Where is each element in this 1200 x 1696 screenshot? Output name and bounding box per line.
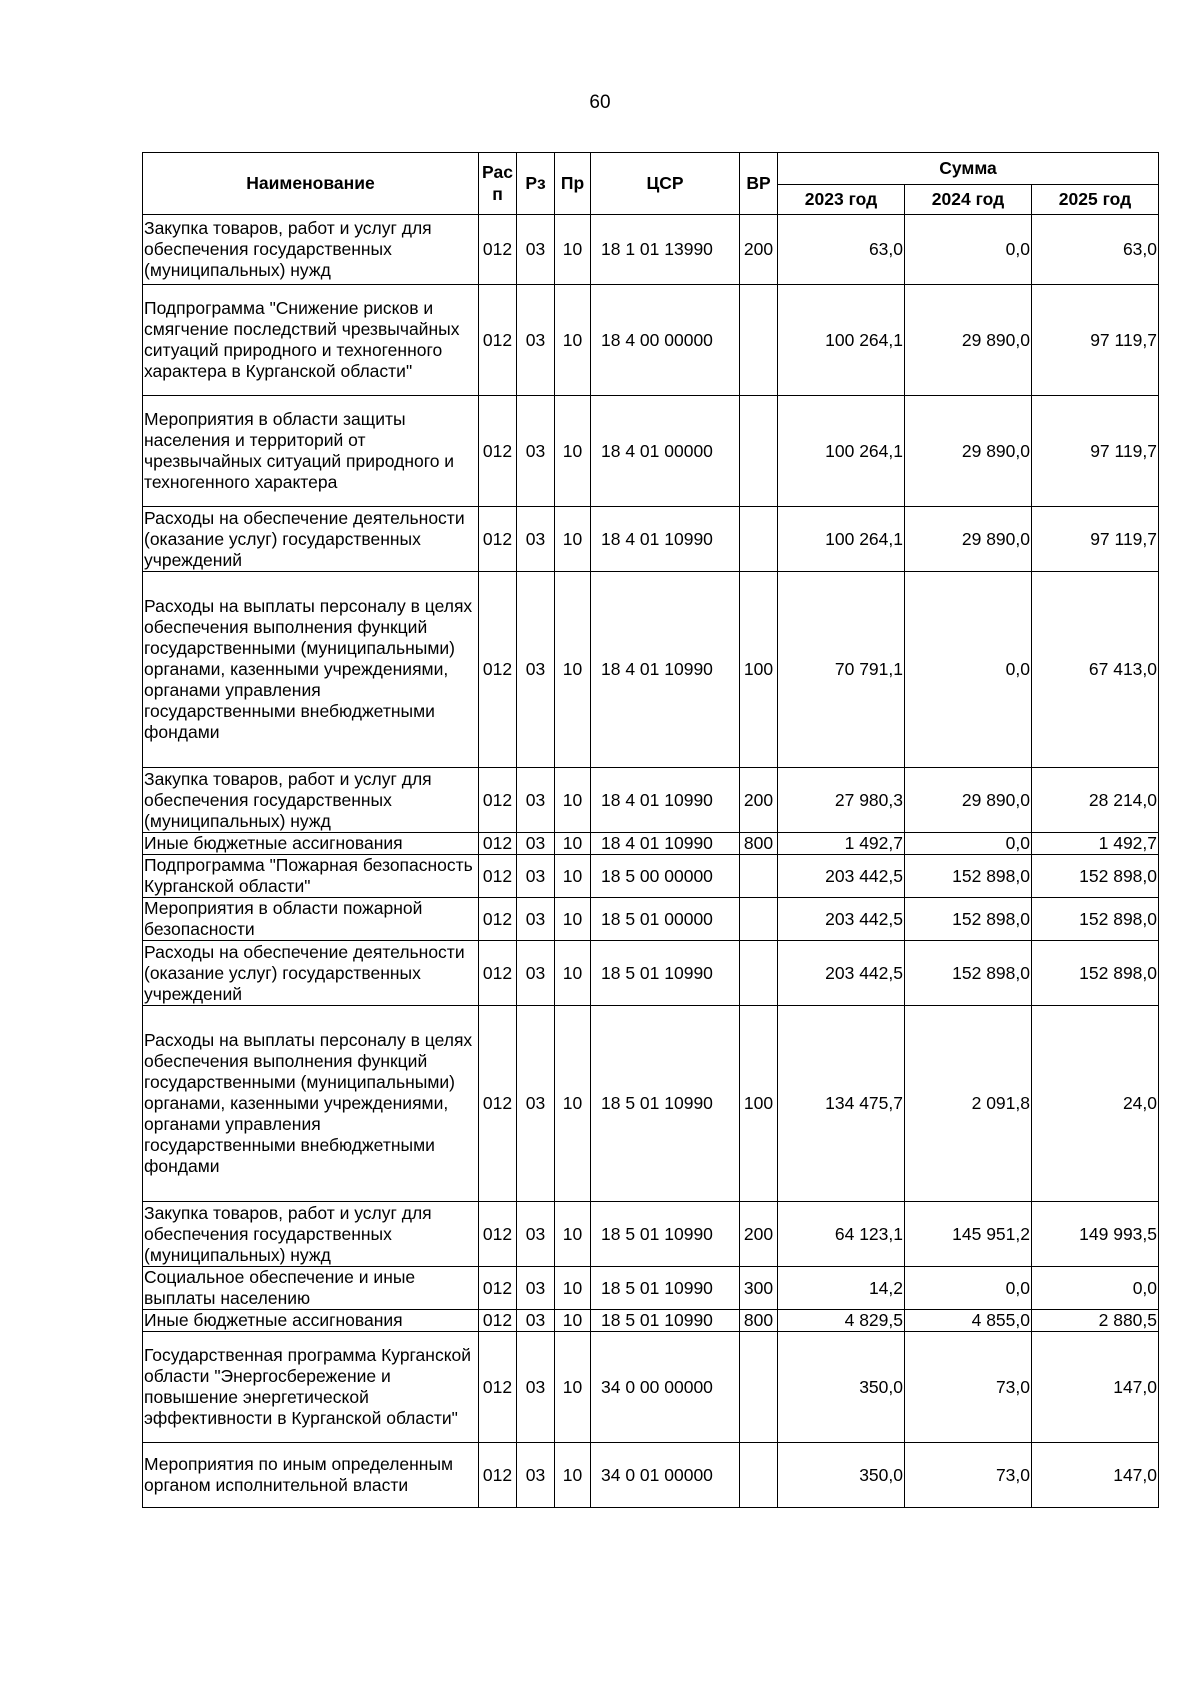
cell-2025: 2 880,5 xyxy=(1032,1310,1159,1332)
cell-2025: 152 898,0 xyxy=(1032,898,1159,941)
cell-rz: 03 xyxy=(517,507,555,572)
cell-2024: 29 890,0 xyxy=(905,396,1032,507)
cell-vr: 200 xyxy=(740,1202,778,1267)
cell-csr: 18 4 00 00000 xyxy=(591,285,740,396)
cell-2025: 63,0 xyxy=(1032,215,1159,285)
cell-name: Иные бюджетные ассигнования xyxy=(143,1310,479,1332)
cell-2024: 145 951,2 xyxy=(905,1202,1032,1267)
cell-2023: 70 791,1 xyxy=(778,572,905,768)
cell-rasp: 012 xyxy=(479,1310,517,1332)
cell-rasp: 012 xyxy=(479,572,517,768)
cell-pr: 10 xyxy=(555,507,591,572)
cell-rz: 03 xyxy=(517,833,555,855)
cell-rz: 03 xyxy=(517,215,555,285)
table-row xyxy=(143,833,1159,855)
cell-2023: 63,0 xyxy=(778,215,905,285)
cell-rasp: 012 xyxy=(479,1006,517,1202)
cell-rasp: 012 xyxy=(479,1267,517,1310)
cell-vr xyxy=(740,396,778,507)
table-row xyxy=(143,507,1159,572)
cell-2024: 0,0 xyxy=(905,833,1032,855)
cell-2023: 100 264,1 xyxy=(778,507,905,572)
cell-rz: 03 xyxy=(517,1310,555,1332)
cell-2025: 149 993,5 xyxy=(1032,1202,1159,1267)
table-row xyxy=(143,215,1159,285)
cell-2024: 152 898,0 xyxy=(905,898,1032,941)
cell-rz: 03 xyxy=(517,941,555,1006)
cell-2024: 0,0 xyxy=(905,215,1032,285)
cell-rasp: 012 xyxy=(479,285,517,396)
cell-2024: 2 091,8 xyxy=(905,1006,1032,1202)
cell-2023: 203 442,5 xyxy=(778,941,905,1006)
cell-csr: 18 5 01 10990 xyxy=(591,1202,740,1267)
cell-pr: 10 xyxy=(555,941,591,1006)
cell-2025: 147,0 xyxy=(1032,1332,1159,1443)
cell-vr xyxy=(740,507,778,572)
cell-name: Закупка товаров, работ и услуг для обеспечения государственных (муниципальных) нужд xyxy=(143,1202,479,1267)
cell-name: Подпрограмма "Снижение рисков и смягчение последствий чрезвычайных ситуаций природного и техногенного характера в Курганской области" xyxy=(143,285,479,396)
table-row xyxy=(143,1443,1159,1508)
cell-csr: 18 4 01 10990 xyxy=(591,507,740,572)
cell-2025: 1 492,7 xyxy=(1032,833,1159,855)
cell-rasp: 012 xyxy=(479,768,517,833)
cell-2025: 67 413,0 xyxy=(1032,572,1159,768)
cell-2025: 152 898,0 xyxy=(1032,855,1159,898)
cell-pr: 10 xyxy=(555,1267,591,1310)
cell-name: Мероприятия в области защиты населения и территорий от чрезвычайных ситуаций природного и техногенного характера xyxy=(143,396,479,507)
cell-vr xyxy=(740,941,778,1006)
cell-pr: 10 xyxy=(555,833,591,855)
cell-csr: 18 5 00 00000 xyxy=(591,855,740,898)
cell-csr: 18 5 01 00000 xyxy=(591,898,740,941)
table-body xyxy=(143,215,1159,1508)
cell-csr: 18 5 01 10990 xyxy=(591,1267,740,1310)
page-number: 60 xyxy=(589,92,611,113)
cell-pr: 10 xyxy=(555,768,591,833)
cell-name: Расходы на обеспечение деятельности (оказание услуг) государственных учреждений xyxy=(143,507,479,572)
cell-2023: 100 264,1 xyxy=(778,285,905,396)
table-row xyxy=(143,1267,1159,1310)
cell-csr: 18 5 01 10990 xyxy=(591,1310,740,1332)
header-year-2025: 2025 год xyxy=(1032,185,1159,215)
table-row xyxy=(143,941,1159,1006)
cell-vr: 800 xyxy=(740,833,778,855)
cell-name: Мероприятия по иным определенным органом исполнительной власти xyxy=(143,1443,479,1508)
table-row xyxy=(143,768,1159,833)
table-row xyxy=(143,396,1159,507)
table-row xyxy=(143,572,1159,768)
cell-2025: 0,0 xyxy=(1032,1267,1159,1310)
cell-rz: 03 xyxy=(517,396,555,507)
cell-pr: 10 xyxy=(555,1202,591,1267)
cell-csr: 18 4 01 10990 xyxy=(591,768,740,833)
cell-2024: 29 890,0 xyxy=(905,507,1032,572)
cell-rasp: 012 xyxy=(479,1332,517,1443)
cell-2023: 134 475,7 xyxy=(778,1006,905,1202)
cell-vr xyxy=(740,898,778,941)
header-rasp: Рас п xyxy=(479,153,517,215)
cell-2024: 73,0 xyxy=(905,1443,1032,1508)
cell-2023: 14,2 xyxy=(778,1267,905,1310)
cell-2024: 29 890,0 xyxy=(905,285,1032,396)
cell-csr: 18 5 01 10990 xyxy=(591,1006,740,1202)
table-row xyxy=(143,855,1159,898)
cell-name: Социальное обеспечение и иные выплаты населению xyxy=(143,1267,479,1310)
cell-2025: 97 119,7 xyxy=(1032,507,1159,572)
cell-2024: 0,0 xyxy=(905,1267,1032,1310)
header-year-2023: 2023 год xyxy=(778,185,905,215)
cell-name: Расходы на выплаты персоналу в целях обеспечения выполнения функций государственными (муниципальными) органами, казенными учреждениями, органами управления государственными внебюджетными фондами xyxy=(143,572,479,768)
cell-rasp: 012 xyxy=(479,855,517,898)
cell-pr: 10 xyxy=(555,1310,591,1332)
cell-name: Государственная программа Курганской области "Энергосбережение и повышение энергетической эффективности в Курганской области" xyxy=(143,1332,479,1443)
table-header xyxy=(143,153,1159,215)
table-row xyxy=(143,1310,1159,1332)
cell-2024: 152 898,0 xyxy=(905,941,1032,1006)
cell-name: Иные бюджетные ассигнования xyxy=(143,833,479,855)
cell-2024: 0,0 xyxy=(905,572,1032,768)
cell-rz: 03 xyxy=(517,1202,555,1267)
cell-2025: 97 119,7 xyxy=(1032,285,1159,396)
cell-rz: 03 xyxy=(517,1443,555,1508)
cell-name: Подпрограмма "Пожарная безопасность Курганской области" xyxy=(143,855,479,898)
cell-rz: 03 xyxy=(517,855,555,898)
cell-pr: 10 xyxy=(555,285,591,396)
cell-csr: 18 4 01 00000 xyxy=(591,396,740,507)
cell-name: Закупка товаров, работ и услуг для обеспечения государственных (муниципальных) нужд xyxy=(143,768,479,833)
cell-2023: 1 492,7 xyxy=(778,833,905,855)
cell-2024: 73,0 xyxy=(905,1332,1032,1443)
cell-2023: 100 264,1 xyxy=(778,396,905,507)
cell-name: Закупка товаров, работ и услуг для обеспечения государственных (муниципальных) нужд xyxy=(143,215,479,285)
cell-pr: 10 xyxy=(555,855,591,898)
cell-rasp: 012 xyxy=(479,1202,517,1267)
cell-vr: 300 xyxy=(740,1267,778,1310)
cell-vr xyxy=(740,285,778,396)
budget-table xyxy=(142,152,1159,1508)
cell-2023: 27 980,3 xyxy=(778,768,905,833)
cell-2023: 64 123,1 xyxy=(778,1202,905,1267)
cell-rasp: 012 xyxy=(479,215,517,285)
cell-rasp: 012 xyxy=(479,1443,517,1508)
header-name: Наименование xyxy=(143,153,479,215)
cell-vr: 100 xyxy=(740,572,778,768)
header-sum: Сумма xyxy=(778,153,1159,185)
cell-rz: 03 xyxy=(517,1267,555,1310)
cell-pr: 10 xyxy=(555,215,591,285)
header-csr: ЦСР xyxy=(591,153,740,215)
cell-2023: 203 442,5 xyxy=(778,855,905,898)
table-row xyxy=(143,1202,1159,1267)
cell-vr xyxy=(740,855,778,898)
cell-name: Расходы на обеспечение деятельности (оказание услуг) государственных учреждений xyxy=(143,941,479,1006)
table-row xyxy=(143,1006,1159,1202)
cell-csr: 18 5 01 10990 xyxy=(591,941,740,1006)
cell-csr: 34 0 01 00000 xyxy=(591,1443,740,1508)
cell-rasp: 012 xyxy=(479,898,517,941)
cell-2024: 4 855,0 xyxy=(905,1310,1032,1332)
cell-rasp: 012 xyxy=(479,833,517,855)
cell-rasp: 012 xyxy=(479,941,517,1006)
cell-csr: 18 4 01 10990 xyxy=(591,572,740,768)
header-rz: Рз xyxy=(517,153,555,215)
header-vr: ВР xyxy=(740,153,778,215)
cell-vr xyxy=(740,1443,778,1508)
cell-2025: 24,0 xyxy=(1032,1006,1159,1202)
cell-vr xyxy=(740,1332,778,1443)
cell-name: Расходы на выплаты персоналу в целях обеспечения выполнения функций государственными (муниципальными) органами, казенными учреждениями, органами управления государственными внебюджетными фондами xyxy=(143,1006,479,1202)
cell-2024: 152 898,0 xyxy=(905,855,1032,898)
cell-2025: 147,0 xyxy=(1032,1443,1159,1508)
cell-rz: 03 xyxy=(517,572,555,768)
cell-pr: 10 xyxy=(555,1332,591,1443)
cell-2024: 29 890,0 xyxy=(905,768,1032,833)
cell-vr: 800 xyxy=(740,1310,778,1332)
cell-2023: 4 829,5 xyxy=(778,1310,905,1332)
cell-csr: 18 4 01 10990 xyxy=(591,833,740,855)
table-row xyxy=(143,285,1159,396)
header-year-2024: 2024 год xyxy=(905,185,1032,215)
header-pr: Пр xyxy=(555,153,591,215)
cell-2025: 97 119,7 xyxy=(1032,396,1159,507)
cell-2023: 203 442,5 xyxy=(778,898,905,941)
cell-pr: 10 xyxy=(555,572,591,768)
cell-rasp: 012 xyxy=(479,507,517,572)
cell-name: Мероприятия в области пожарной безопасности xyxy=(143,898,479,941)
cell-rz: 03 xyxy=(517,1006,555,1202)
cell-rz: 03 xyxy=(517,1332,555,1443)
cell-pr: 10 xyxy=(555,898,591,941)
table-row xyxy=(143,1332,1159,1443)
cell-2023: 350,0 xyxy=(778,1332,905,1443)
table-row xyxy=(143,898,1159,941)
cell-2023: 350,0 xyxy=(778,1443,905,1508)
cell-vr: 200 xyxy=(740,215,778,285)
cell-rz: 03 xyxy=(517,285,555,396)
cell-2025: 152 898,0 xyxy=(1032,941,1159,1006)
cell-csr: 34 0 00 00000 xyxy=(591,1332,740,1443)
cell-pr: 10 xyxy=(555,1443,591,1508)
cell-rz: 03 xyxy=(517,898,555,941)
cell-pr: 10 xyxy=(555,1006,591,1202)
cell-2025: 28 214,0 xyxy=(1032,768,1159,833)
cell-csr: 18 1 01 13990 xyxy=(591,215,740,285)
cell-vr: 200 xyxy=(740,768,778,833)
cell-rasp: 012 xyxy=(479,396,517,507)
cell-vr: 100 xyxy=(740,1006,778,1202)
cell-rz: 03 xyxy=(517,768,555,833)
cell-pr: 10 xyxy=(555,396,591,507)
